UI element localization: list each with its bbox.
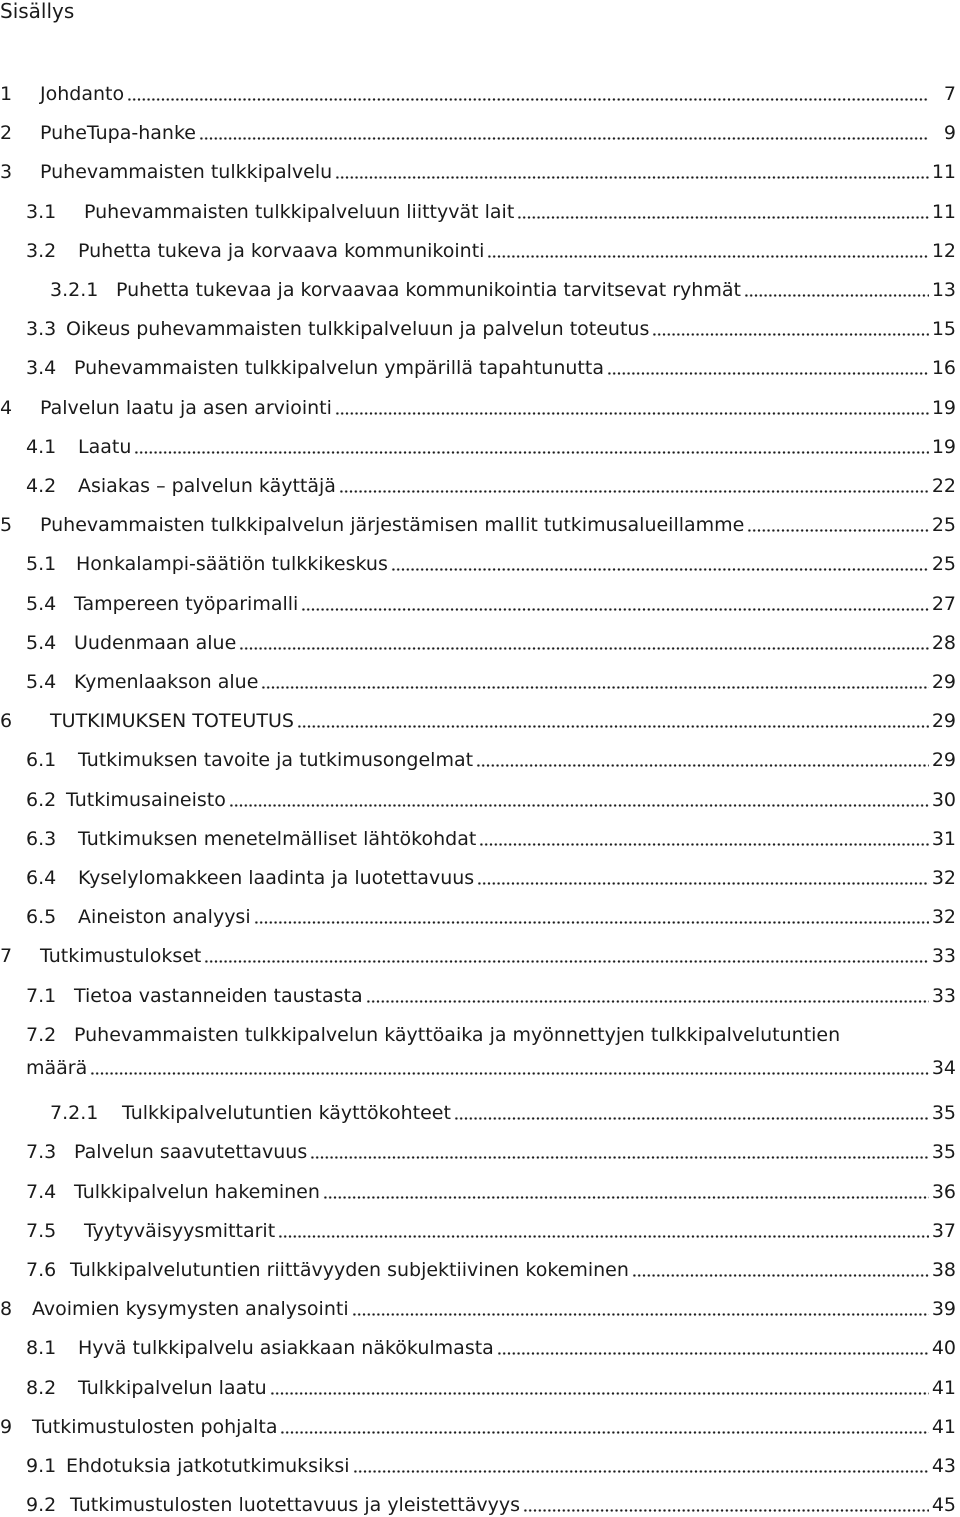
toc-entry-label: Kyselylomakkeen laadinta ja luotettavuus xyxy=(78,867,475,889)
toc-entry-link[interactable] xyxy=(50,1101,451,1125)
toc-entry-number: 7.3 xyxy=(26,1141,57,1164)
toc-entry-number: 3.3 xyxy=(26,318,57,341)
toc-entry-page-number: 19 xyxy=(931,435,956,458)
dot-leader xyxy=(310,1156,929,1159)
toc-entry-link[interactable] xyxy=(0,82,124,106)
toc-entry[interactable] xyxy=(0,1324,956,1360)
toc-entry-page-number: 29 xyxy=(931,671,956,693)
toc-entry-label: Puhevammaisten tulkkipalveluun liittyvät lait xyxy=(84,200,515,223)
toc-entry-number: 6 xyxy=(0,710,13,733)
toc-entry-link[interactable] xyxy=(26,1376,267,1400)
toc-entry[interactable] xyxy=(0,423,956,459)
toc-entry-label: Puhetta tukeva ja korvaava kommunikointi xyxy=(78,239,485,262)
toc-entry-page-number: 9 xyxy=(943,122,956,145)
dot-leader xyxy=(497,1352,929,1355)
toc-entry-label: Tulkkipalvelutuntien riittävyyden subjektiivinen kokeminen xyxy=(70,1259,629,1281)
toc-entry-link[interactable] xyxy=(26,356,604,380)
toc-entry[interactable] xyxy=(0,1442,956,1478)
toc-entry-number: 7.5 xyxy=(26,1219,57,1242)
toc-entry-label: Tyytyväisyysmittarit xyxy=(84,1219,276,1242)
toc-entry-link[interactable] xyxy=(26,827,476,851)
toc-entry-page-number: 36 xyxy=(931,1180,956,1203)
toc-entry-link[interactable] xyxy=(0,944,201,968)
dot-leader xyxy=(323,1196,929,1199)
toc-entry-page-number: 31 xyxy=(931,827,956,850)
toc-entry-link[interactable] xyxy=(26,1336,494,1360)
toc-entry-label: Kymenlaakson alue xyxy=(74,671,259,693)
toc-entry-number: 2 xyxy=(0,122,13,145)
toc-entry-link[interactable] xyxy=(0,121,196,145)
toc-entry-number: 4.1 xyxy=(26,435,57,458)
dot-leader xyxy=(339,490,929,493)
toc-entry-label: Oikeus puhevammaisten tulkkipalveluun ja palvelun toteutus xyxy=(66,318,650,341)
toc-entry-label: Tutkimuksen menetelmälliset lähtökohdat xyxy=(78,827,477,850)
toc-entry-number: 8 xyxy=(0,1298,13,1321)
toc-entry-label: Tutkimusaineisto xyxy=(66,788,226,811)
toc-entry-page-number: 35 xyxy=(931,1102,956,1125)
toc-entry-link[interactable] xyxy=(26,905,251,929)
toc-entry-number: 3.4 xyxy=(26,357,57,380)
toc-entry-link[interactable] xyxy=(26,631,236,655)
toc-entry[interactable] xyxy=(0,148,956,184)
toc-entry-link[interactable] xyxy=(0,396,332,420)
toc-entry-label: Puhevammaisten tulkkipalvelun käyttöaika ja myönnettyjen tulkkipalvelutuntien xyxy=(74,1023,841,1046)
toc-entry[interactable] xyxy=(0,540,956,576)
toc-entry-label: Puhevammaisten tulkkipalvelu xyxy=(40,161,333,184)
dot-leader xyxy=(744,294,929,297)
toc-entry-number: 3.2.1 xyxy=(50,279,99,301)
toc-entry-number: 8.2 xyxy=(26,1376,57,1399)
toc-entry-label: Puhevammaisten tulkkipalvelun ympärillä tapahtunutta xyxy=(74,357,604,380)
toc-entry-number: 3.1 xyxy=(26,200,57,223)
toc-entry-link[interactable] xyxy=(0,1415,277,1439)
toc-entry[interactable] xyxy=(0,384,956,420)
toc-entry-page-number: 25 xyxy=(931,514,956,537)
toc-entry-number: 5 xyxy=(0,514,13,537)
toc-entry-link[interactable] xyxy=(50,278,741,302)
toc-entry[interactable] xyxy=(0,1207,956,1243)
toc-entry[interactable] xyxy=(0,305,956,341)
toc-entry-link[interactable] xyxy=(0,1297,349,1321)
toc-entry-page-number: 16 xyxy=(931,357,956,380)
toc-entry-link[interactable] xyxy=(26,1493,520,1517)
toc-entry[interactable] xyxy=(0,1011,956,1047)
toc-entry-label: Tulkkipalvelun hakeminen xyxy=(74,1180,320,1203)
toc-entry-link[interactable] xyxy=(26,200,514,224)
dot-leader xyxy=(477,882,929,885)
toc-entry-label: TUTKIMUKSEN TOTEUTUS xyxy=(50,710,294,733)
toc-entry-link[interactable] xyxy=(26,1140,307,1164)
toc-entry[interactable] xyxy=(0,932,956,968)
toc-entry-label: Tietoa vastanneiden taustasta xyxy=(74,984,363,1007)
toc-entry-page-number: 32 xyxy=(931,906,956,929)
toc-entry-link[interactable] xyxy=(26,317,649,341)
dot-leader xyxy=(607,372,929,375)
toc-entry-link[interactable] xyxy=(26,1219,275,1243)
dot-leader xyxy=(90,1072,929,1075)
toc-entry-number: 1 xyxy=(0,83,13,105)
toc-entry-label: Uudenmaan alue xyxy=(74,631,237,654)
dot-leader xyxy=(487,255,928,258)
toc-entry-label: Tulkkipalvelun laatu xyxy=(78,1376,267,1399)
toc-entry-page-number: 11 xyxy=(931,200,956,223)
dot-leader xyxy=(517,216,929,219)
toc-entry[interactable] xyxy=(0,1481,956,1517)
toc-entry-number: 3 xyxy=(0,161,13,184)
dot-leader xyxy=(391,568,929,571)
toc-entry-page-number: 33 xyxy=(931,984,956,1007)
toc-entry-label: Tutkimustulokset xyxy=(40,945,202,968)
toc-entry[interactable] xyxy=(0,462,956,498)
toc-entry[interactable] xyxy=(0,736,956,772)
dot-leader xyxy=(335,176,929,179)
toc-entry[interactable] xyxy=(0,1050,956,1080)
toc-entry-page-number: 41 xyxy=(931,1415,956,1438)
toc-entry[interactable] xyxy=(0,580,956,616)
toc-entry-number: 6.3 xyxy=(26,827,57,850)
toc-entry-link[interactable] xyxy=(26,1180,320,1204)
dot-leader xyxy=(747,529,928,532)
dot-leader xyxy=(199,137,929,140)
toc-entry-link[interactable] xyxy=(26,552,388,576)
toc-entry-label: Avoimien kysymysten analysointi xyxy=(32,1298,349,1321)
toc-entry-page-number: 7 xyxy=(943,83,956,105)
toc-entry-link[interactable] xyxy=(26,435,131,459)
toc-entry[interactable] xyxy=(0,1285,956,1321)
toc-entry-label: Palvelun laatu ja asen arviointi xyxy=(40,396,332,419)
toc-entry-page-number: 11 xyxy=(931,161,956,184)
toc-entry-number: 8.1 xyxy=(26,1337,57,1360)
toc-entry-label: Tutkimustulosten luotettavuus ja yleistettävyys xyxy=(70,1494,521,1517)
toc-entry[interactable] xyxy=(0,854,956,890)
toc-entry-number: 7.4 xyxy=(26,1180,57,1203)
toc-entry-number: 7 xyxy=(0,945,13,968)
toc-entry-page-number: 40 xyxy=(931,1337,956,1360)
toc-entry-label: määrä xyxy=(26,1057,88,1079)
dot-leader xyxy=(353,1470,929,1473)
toc-entry[interactable] xyxy=(0,1128,956,1164)
dot-leader xyxy=(454,1117,929,1120)
toc-entry-link[interactable] xyxy=(26,1454,350,1478)
toc-entry-page-number: 34 xyxy=(931,1057,956,1079)
toc-entry-number: 7.1 xyxy=(26,984,57,1007)
toc-entry-label: Tulkkipalvelutuntien käyttökohteet xyxy=(122,1102,451,1125)
toc-entry-link[interactable] xyxy=(26,1258,629,1282)
dot-leader xyxy=(261,686,928,689)
toc-entry-number: 6.4 xyxy=(26,867,57,889)
dot-leader xyxy=(652,333,928,336)
toc-entry-link[interactable] xyxy=(26,984,363,1008)
toc-entry-number: 5.4 xyxy=(26,671,57,693)
toc-entry-page-number: 19 xyxy=(931,396,956,419)
page-title: Sisällys xyxy=(0,0,75,23)
toc-entry-page-number: 33 xyxy=(931,945,956,968)
toc-entry[interactable] xyxy=(0,893,956,929)
toc-entry-number: 7.2.1 xyxy=(50,1102,99,1125)
toc-entry-link[interactable] xyxy=(26,239,484,263)
toc-entry-page-number: 32 xyxy=(931,867,956,889)
toc-entry-label: Asiakas – palvelun käyttäjä xyxy=(78,475,336,497)
dot-leader xyxy=(301,608,928,611)
toc-entry-link[interactable] xyxy=(0,709,294,733)
toc-entry-page-number: 37 xyxy=(931,1219,956,1242)
toc-entry[interactable] xyxy=(0,1246,956,1282)
toc-entry-page-number: 35 xyxy=(931,1141,956,1164)
toc-entry[interactable] xyxy=(0,619,956,655)
toc-entry-label: Hyvä tulkkipalvelu asiakkaan näkökulmasta xyxy=(78,1337,494,1360)
toc-entry-number: 4 xyxy=(0,396,13,419)
dot-leader xyxy=(352,1313,929,1316)
toc-entry-page-number: 22 xyxy=(931,475,956,497)
toc-entry-page-number: 30 xyxy=(931,788,956,811)
toc-entry[interactable] xyxy=(0,266,956,302)
toc-entry-label: Ehdotuksia jatkotutkimuksiksi xyxy=(66,1455,350,1477)
toc-entry-page-number: 28 xyxy=(931,631,956,654)
dot-leader xyxy=(278,1235,929,1238)
toc-entry-page-number: 43 xyxy=(931,1455,956,1477)
toc-entry-number: 4.2 xyxy=(26,475,57,497)
toc-entry-number: 7.6 xyxy=(26,1259,57,1281)
toc-entry-number: 6.1 xyxy=(26,749,57,772)
toc-entry[interactable] xyxy=(0,776,956,812)
toc-entry-label: Honkalampi-säätiön tulkkikeskus xyxy=(76,553,388,576)
toc-entry-link[interactable] xyxy=(26,748,473,772)
toc-entry[interactable] xyxy=(0,972,956,1008)
toc-entry-number: 9.2 xyxy=(26,1494,57,1517)
toc-entry-label: Johdanto xyxy=(40,83,125,105)
toc-entry-page-number: 25 xyxy=(931,553,956,576)
toc-entry-number: 3.2 xyxy=(26,239,57,262)
toc-entry[interactable] xyxy=(0,1089,956,1125)
toc-entry-number: 7.2 xyxy=(26,1023,57,1046)
toc-entry-label: PuheTupa-hanke xyxy=(40,122,196,145)
toc-entry-page-number: 15 xyxy=(931,318,956,341)
toc-entry[interactable] xyxy=(0,227,956,263)
dot-leader xyxy=(229,804,929,807)
dot-leader xyxy=(335,412,929,415)
dot-leader xyxy=(523,1509,929,1512)
toc-entry-number: 5.4 xyxy=(26,631,57,654)
toc-entry-number: 9 xyxy=(0,1415,13,1438)
toc-entry-page-number: 29 xyxy=(931,749,956,772)
toc-entry-number: 5.1 xyxy=(26,553,57,576)
toc-entry-label: Aineiston analyysi xyxy=(78,906,251,929)
toc-entry-page-number: 13 xyxy=(931,279,956,301)
toc-entry-number: 6.5 xyxy=(26,906,57,929)
dot-leader xyxy=(204,960,928,963)
toc-entry-label: Tutkimuksen tavoite ja tutkimusongelmat xyxy=(78,749,474,772)
toc-entry[interactable] xyxy=(0,70,956,106)
toc-entry[interactable] xyxy=(0,1168,956,1204)
toc-entry-link[interactable] xyxy=(26,788,226,812)
dot-leader xyxy=(479,843,928,846)
dot-leader xyxy=(280,1431,928,1434)
toc-entry-link[interactable] xyxy=(26,1056,87,1080)
dot-leader xyxy=(297,725,929,728)
toc-entry-page-number: 39 xyxy=(931,1298,956,1321)
toc-entry-number: 9.1 xyxy=(26,1455,57,1477)
toc-entry-link[interactable] xyxy=(26,866,474,890)
toc-entry-link[interactable] xyxy=(26,1023,840,1047)
dot-leader xyxy=(239,647,929,650)
toc-entry-number: 6.2 xyxy=(26,788,57,811)
toc-entry-page-number: 45 xyxy=(931,1494,956,1517)
toc-entry-label: Tampereen työparimalli xyxy=(74,592,299,615)
toc-entry-label: Puhetta tukevaa ja korvaavaa kommunikointia tarvitsevat ryhmät xyxy=(116,279,741,301)
toc-entry-page-number: 41 xyxy=(931,1376,956,1399)
toc-entry[interactable] xyxy=(0,501,956,537)
toc-entry-label: Palvelun saavutettavuus xyxy=(74,1141,308,1164)
toc-entry[interactable] xyxy=(0,815,956,851)
toc-entry[interactable] xyxy=(0,697,956,733)
toc-entry-page-number: 12 xyxy=(931,239,956,262)
toc-entry[interactable] xyxy=(0,188,956,224)
dot-leader xyxy=(254,921,929,924)
toc-entry-page-number: 29 xyxy=(931,710,956,733)
toc-entry-link[interactable] xyxy=(0,160,332,184)
toc-entry-link[interactable] xyxy=(0,513,744,537)
toc-entry-label: Tutkimustulosten pohjalta xyxy=(32,1415,278,1438)
dot-leader xyxy=(366,1000,929,1003)
dot-leader xyxy=(476,764,929,767)
toc-entry[interactable] xyxy=(0,1403,956,1439)
dot-leader xyxy=(127,98,929,101)
toc-entry-page-number: 27 xyxy=(931,592,956,615)
toc-entry-label: Laatu xyxy=(78,435,132,458)
toc-entry-link[interactable] xyxy=(26,670,258,694)
dot-leader xyxy=(270,1392,929,1395)
toc-entry[interactable] xyxy=(0,109,956,145)
toc-entry-link[interactable] xyxy=(26,474,336,498)
toc-entry-link[interactable] xyxy=(26,592,298,616)
toc-entry[interactable] xyxy=(0,344,956,380)
toc-entry-number: 5.4 xyxy=(26,592,57,615)
toc-entry-label: Puhevammaisten tulkkipalvelun järjestämisen mallit tutkimusalueillamme xyxy=(40,514,745,537)
toc-entry-page-number: 38 xyxy=(931,1259,956,1281)
toc-entry[interactable] xyxy=(0,658,956,694)
dot-leader xyxy=(134,451,928,454)
toc-entry[interactable] xyxy=(0,1364,956,1400)
dot-leader xyxy=(632,1274,929,1277)
